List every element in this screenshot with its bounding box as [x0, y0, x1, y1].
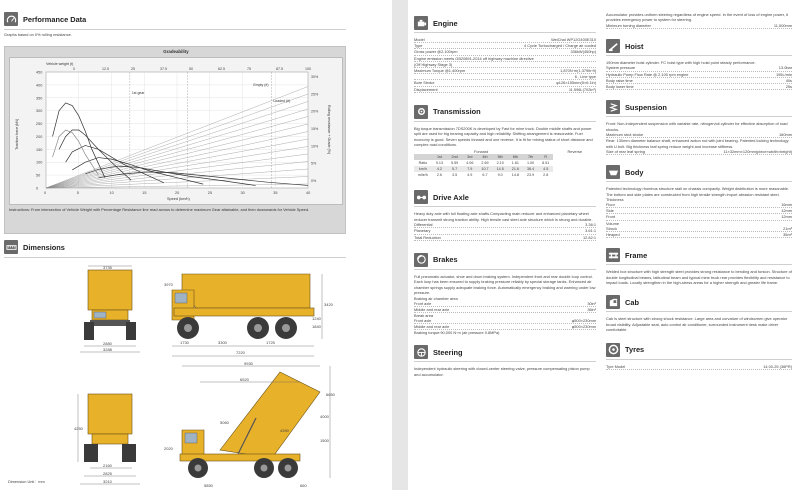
reverse-label: Reverse [567, 149, 582, 155]
table-cell: 14.5 [493, 166, 508, 172]
speedometer-icon [4, 12, 18, 26]
frame-header [606, 248, 792, 262]
steering-turning-row [606, 23, 792, 29]
frame-title: Frame [625, 250, 648, 260]
top-tick-label: 50 [189, 67, 193, 71]
spec-value: φ126×155mm(5×6.1in) [556, 80, 596, 86]
spec-key: Type [414, 43, 423, 49]
table-cell: 7.9 [462, 166, 477, 172]
front-right-tyre [126, 322, 136, 340]
raised-dump-body [220, 372, 320, 458]
table-cell: 21.6 [508, 166, 523, 172]
side-dim-1: 3300 [218, 340, 227, 345]
hoist-header [606, 39, 792, 53]
divider [414, 269, 596, 270]
spec-value: 3.36:1 [585, 222, 596, 228]
spec-key: Body lower time [606, 84, 634, 90]
spec-key: Engine emission meets GB20891-2014 off highway machine directive [414, 55, 534, 61]
table-cell: 1.61 [511, 161, 519, 166]
side-dim-2: 1725 [266, 340, 275, 345]
spec-key: Model [414, 37, 425, 42]
spec-key: Middle and rear axle [414, 306, 450, 312]
y-tick-label: 250 [36, 122, 43, 127]
y-tick-label: 100 [36, 160, 43, 165]
spec-key: Maximum strut stroke [606, 132, 644, 138]
suspension-text: Front: Non-independent suspension with variable rate, nitrogen/oil cylinder for effective absorption of road shocks. [606, 121, 788, 132]
body-header [606, 165, 792, 179]
divider [4, 257, 346, 258]
table-cell: 10.7 [477, 166, 492, 172]
divider [606, 264, 792, 265]
table-header-cell: R [538, 154, 553, 160]
table-header-cell: 7th [523, 154, 538, 160]
rear-right-tyre [122, 444, 136, 462]
divider [414, 206, 596, 207]
spec-key: Side [606, 208, 614, 214]
front-left-tyre [84, 322, 94, 340]
side-right-dim-0: 1240 [312, 316, 321, 321]
engine-header [414, 16, 596, 30]
front-dim-2: 3288 [103, 347, 112, 352]
divider [4, 29, 346, 30]
divider [606, 116, 792, 117]
spec-value: 6 , Line type [574, 74, 596, 80]
table-cell: 8.51 [542, 161, 550, 166]
divider [606, 359, 792, 360]
dump-dim-0: 9930 [244, 361, 253, 366]
right-tick-label: 10% [311, 144, 319, 149]
dump-height-1: 4000 [320, 414, 329, 419]
front-dump-body [88, 270, 132, 310]
x-axis-label: Speed (km/h) [167, 197, 190, 201]
spec-value: 36in² [587, 306, 596, 312]
table-cell: 3.5 [452, 173, 458, 178]
right-tick-label: 5% [311, 161, 317, 166]
ruler-icon [4, 240, 18, 254]
table-cell: 4.06 [466, 161, 474, 166]
side-label-a: 3970 [164, 282, 173, 287]
transmission-speed-table [414, 154, 553, 178]
hoist-title: Hoist [625, 41, 644, 51]
spec-value: 12mm [781, 214, 792, 220]
suspension-text-2: Rear: 130mm diameter balance shaft, enhanced action rod with joint bearing. Patented locking technology with U bolt. Big thickness leaf spring reduce weight and increase stiffness. [606, 138, 789, 149]
table-cell: 4.5 [538, 166, 553, 172]
y-tick-label: 350 [36, 96, 43, 101]
tyres-title: Tyres [625, 345, 645, 355]
rear-dim-1: 2825 [103, 471, 112, 476]
table-header-cell: 4th [477, 154, 492, 160]
spec-key: Differential [414, 222, 433, 228]
right-tick-label: 0% [311, 179, 317, 183]
spec-value: 21m³ [783, 225, 792, 231]
brakes-text: Full pneumatic actuator, shoe and drum braking system. Independent front and rear double loop control. Each loop has been ensured to supply braking pressure reliably by special storage tanks. Enhanced air chamber springs supply adequate braking force. Automatically emergency braking and warning under low pressure. [414, 273, 596, 296]
dump-height-2: 1500 [320, 438, 329, 443]
spec-key: Hydraulic Pump Flow Rate @ 2,100 rpm engine [606, 71, 689, 77]
spec-value: 1,870N·m(1,379lb·ft) [560, 68, 596, 74]
gear-icon [414, 105, 428, 119]
spec-key: Maximum Torque @1,400rpm [414, 68, 466, 74]
rear-dim-2: 3210 [103, 479, 112, 484]
front-bumper [90, 320, 130, 326]
spec-key: Gross power @2,100rpm [414, 49, 458, 55]
table-cell: 9.0 [497, 173, 503, 178]
suspension-title: Suspension [625, 102, 667, 112]
dump-dim-1: 6520 [240, 377, 249, 382]
spec-value: φ500×230mm [571, 324, 596, 330]
annotation-label: 1st gear [131, 91, 145, 95]
spec-row [414, 87, 596, 93]
rear-height: 4250 [74, 426, 83, 431]
engine-spec-list [414, 37, 596, 93]
axle-icon [414, 190, 428, 204]
divider [414, 121, 596, 122]
forward-label: Forward [474, 149, 489, 155]
side-dump-body [182, 274, 310, 308]
spec-value: 16mm [781, 202, 792, 208]
divider [414, 361, 596, 362]
divider [606, 181, 792, 182]
body-volume-list [606, 226, 792, 238]
y-tick-label: 0 [36, 186, 39, 191]
y-tick-label: 50 [36, 173, 41, 178]
side-dim-3: 7220 [236, 350, 245, 355]
table-header-cell: 1st [432, 154, 447, 160]
divider [606, 55, 792, 56]
table-header-cell: 6th [508, 154, 523, 160]
table-header-cell: 3rd [462, 154, 477, 160]
side-chassis [174, 308, 314, 316]
cab-header [606, 295, 792, 309]
spec-value: 160mm [779, 132, 792, 138]
table-cell: 2.69 [481, 161, 489, 166]
drive-axle-title: Drive Axle [433, 192, 469, 202]
spec-value: 336kW(450hp) [570, 49, 596, 55]
dump-dim-5: 660 [300, 483, 307, 488]
spec-value: WeiChai WP12G400E310 [551, 37, 596, 42]
brake-area-list [414, 318, 596, 330]
hoist-icon [606, 39, 620, 53]
dimensions-title: Dimensions [23, 242, 65, 252]
y-tick-label: 300 [36, 109, 43, 114]
right-tick-label: 15% [311, 127, 319, 131]
top-tick-label: 100 [305, 67, 311, 71]
right-tick-label: 25% [311, 92, 319, 97]
x-tick-label: 25 [207, 191, 212, 195]
top-tick-label: 87.5 [276, 67, 283, 71]
transmission-header [414, 105, 596, 119]
body-title: Body [625, 167, 644, 177]
top-tick-label: 62.5 [218, 67, 225, 71]
y-tick-label: 450 [36, 70, 43, 75]
brakes-title: Brakes [433, 255, 458, 265]
gradeability-chart-panel [4, 46, 346, 234]
x-tick-label: 15 [142, 191, 147, 195]
front-dim-1: 2880 [103, 341, 112, 346]
table-cell: Ratio [418, 161, 428, 166]
spec-value: 30in² [587, 300, 596, 306]
steering-text: Independent hydraulic steering with closed-center steering valve, pressure compensating piston pump and accumulator. [414, 366, 590, 377]
table-cell: 5.59 [451, 161, 459, 166]
spec-value: 12mm [781, 208, 792, 214]
top-tick-label: 25 [131, 67, 135, 71]
brakes-torque: Braking torque:90,000 N·m (air pressure 0.8MPa) [414, 330, 500, 336]
truck-front-view [76, 264, 146, 364]
right-page-col-2 [606, 0, 792, 370]
table-header-cell: 2nd [447, 154, 462, 160]
tyre-icon [606, 343, 620, 357]
spec-key: Total Reduction [414, 234, 441, 240]
front-window [94, 312, 106, 318]
page-gutter [392, 0, 408, 490]
dump-height-3: 2020 [164, 446, 173, 451]
right-tick-label: 30% [311, 75, 319, 79]
dump-dim-2: 5060 [220, 420, 229, 425]
truck-rear-view [76, 386, 146, 490]
chart-area [9, 57, 343, 205]
drive-axle-header [414, 190, 596, 204]
steering-wheel-icon [414, 345, 428, 359]
brakes-sub1: Braking air chamber area [414, 295, 458, 301]
y-tick-label: 400 [36, 83, 43, 88]
spec-key: Front [606, 214, 616, 220]
suspension-header [606, 100, 792, 114]
performance-header [4, 12, 86, 26]
table-cell: 2.6 [436, 173, 442, 178]
dimension-unit-note: Dimension Unit：mm [8, 479, 45, 484]
frame-text: Welded box structure with high strength steel provides strong resistance to bending and torsion. Structure of double longitudinal beams, latitudinal beam and typical mine truck rear provides flexibility and resistance to impact loads. Locally strengthen in the high-stress areas for a higher strength and greater life frame. [606, 269, 792, 285]
x-tick-label: 30 [240, 191, 245, 195]
y-tick-label: 200 [36, 134, 43, 139]
dump-dim-3: 4390 [280, 428, 289, 433]
side-window [175, 293, 187, 303]
spec-value: 11.596L(702in³) [568, 86, 596, 92]
rear-left-tyre [84, 444, 98, 462]
spec-key: Bore Stroke [414, 80, 435, 86]
gradeability-chart [10, 58, 344, 206]
spring-icon [606, 100, 620, 114]
engine-title: Engine [433, 18, 458, 28]
transmission-text: Big torque transmission 7DS200K is developed by Fast for mine truck. Double middle shafts and power split are used for big bearing capacity and high reliability. Shifting arrangement is reasonable. Fuel economy is good. Seven speeds forward and one reverse. It is fit for mining status of short distance and complex road conditions. [414, 125, 593, 148]
frame-icon [606, 248, 620, 262]
suspension-leaf-row [606, 149, 792, 155]
spec-key: Struck [606, 225, 618, 231]
spec-row [606, 84, 792, 90]
top-tick-label: 12.5 [102, 67, 109, 71]
spec-key: Size of rear leaf spring [606, 149, 645, 155]
spec-value: 195L/min [775, 71, 792, 77]
performance-title: Performance Data [23, 14, 87, 24]
table-cell: 23.9 [526, 173, 535, 178]
spec-row [606, 232, 792, 238]
drive-axle-text: Heavy duty axle with full floating axle shafts.Compacting main reducer and enhanced planetary wheel reducer transmit strong traction ability. High tensile cast steel axle structure which is strong and durable. [414, 211, 593, 222]
spec-key: Heaped [606, 231, 620, 237]
top-tick-label: 75 [247, 67, 251, 71]
right-page-col-1 [414, 0, 596, 377]
top-axis-label: Vehicle weight (t) [46, 62, 74, 66]
table-cell: 4.9 [467, 173, 473, 178]
cab-title: Cab [625, 297, 639, 307]
annotation-label: Loaded (#) [273, 99, 291, 103]
spec-key: Middle and rear axle [414, 324, 450, 330]
drive-axle-spec-list [414, 222, 596, 241]
spec-value: 35m³ [783, 231, 792, 237]
spec-key: Front axle [414, 300, 432, 306]
divider [414, 32, 596, 33]
engine-icon [414, 16, 428, 30]
table-cell: 14.8 [511, 173, 519, 178]
dump-dim-4: 5850 [204, 483, 213, 488]
spec-value: 12.82:1 [583, 234, 596, 240]
dimensions-header [4, 240, 65, 254]
spec-key: Minimum turning diameter [606, 22, 651, 28]
rear-dump-body [88, 394, 132, 434]
right-page [408, 0, 800, 490]
table-cell: mile/h [418, 173, 428, 178]
table-cell: 1.00 [526, 161, 535, 166]
x-tick-label: 20 [175, 191, 180, 195]
rear-dim-0: 2160 [103, 463, 112, 468]
brake-icon [414, 253, 428, 267]
hoist-spec-list [606, 65, 792, 90]
body-thickness-list [606, 202, 792, 221]
steering-title: Steering [433, 347, 463, 357]
annotation-label: Empty (#) [253, 83, 269, 87]
divider [606, 311, 792, 312]
x-tick-label: 5 [76, 191, 79, 195]
spec-key: Tyre Model [606, 363, 626, 369]
spec-key: Floor [606, 202, 615, 208]
spec-key: Planetary [414, 228, 431, 234]
side-height: 3420 [324, 302, 333, 307]
spec-value: 13.0bar [778, 65, 792, 71]
spec-key: (Off Highway Stage 3) [414, 61, 453, 67]
tyres-header [606, 343, 792, 357]
table-cell: 5.7 [447, 166, 462, 172]
x-tick-label: 10 [109, 191, 114, 195]
top-tick-label: 0 [73, 67, 75, 71]
x-tick-label: 35 [273, 191, 278, 195]
right-axis-label: Rolling resistance + Grade (%) [327, 105, 331, 155]
spec-value: 11×32mm×120mm(piece×width×height) [723, 149, 792, 155]
table-header-cell: 5th [493, 154, 508, 160]
spec-value: φ500×230mm [571, 317, 596, 323]
table-cell: km/h [414, 166, 432, 172]
spec-key: System pressure [606, 65, 636, 71]
table-cell: 6.7 [482, 173, 488, 178]
spec-key: Front axle [414, 317, 432, 323]
top-tick-label: 37.5 [160, 67, 167, 71]
table-cell: 2.10 [496, 161, 504, 166]
front-dim-0: 3735 [103, 265, 112, 270]
hoist-text: 190mm diameter hoist cylinder. FC hoist type with high hoist point steady performance. [606, 60, 756, 66]
y-axis-label: Traction force (kN) [15, 118, 19, 150]
table-cell: 9.13 [435, 161, 444, 166]
table-cell: 2.8 [543, 173, 549, 178]
steering-text-2: Accumulator provides uniform steering regardless of engine speed. In the event of loss of engine power, it provides emergency power to system for steering. [606, 12, 788, 23]
dump-height-0: 6650 [326, 392, 335, 397]
spec-value: 40s [785, 77, 792, 83]
spec-row [414, 235, 596, 241]
cab-text: Cab is steel structure with strong shock resistance. Large area and curvature of windscreen give operator broad visibility. Adjustable seat, auto control air conditioner, surrounded instrument desk make driver comfortable. [606, 316, 788, 333]
truck-dump-view [160, 362, 340, 490]
cab-icon [606, 295, 620, 309]
brake-chamber-list [414, 301, 596, 313]
performance-note: Graphs based on 0% rolling resistance. [4, 32, 72, 37]
dump-body-icon [606, 165, 620, 179]
steering-header [414, 345, 596, 359]
spec-value: 3.61:1 [585, 228, 596, 234]
table-row [414, 172, 553, 178]
y-tick-label: 150 [36, 147, 43, 152]
spec-value: 4 Cycle Turbocharged / Charge air cooled [523, 43, 596, 49]
body-text: Patented technology rhombus structure stall on chassis compactly. Weight distribution is more reasonable. The bottom and side plates are constructed from high tensile strength import abrasion resistant steel. [606, 186, 790, 197]
table-cell: 4.2 [432, 166, 447, 172]
side-right-dim-1: 1840 [312, 324, 321, 329]
spec-value: 25s [785, 84, 792, 90]
truck-side-view [160, 262, 340, 372]
chart-caption: Instructions: From intersection of Vehicle Weight with Percentage Resistance line read across to determine maximum Gear attainable, and then downwards for Vehicle Speed. [9, 207, 310, 212]
body-volume-label: Volume [606, 220, 619, 226]
spec-key: Displacement [414, 86, 438, 92]
table-cell: 38.4 [523, 166, 538, 172]
x-tick-label: 0 [44, 191, 47, 195]
rear-frame [92, 434, 128, 444]
side-dim-0: 1730 [180, 340, 189, 345]
body-thickness-label: Thickness [606, 197, 624, 203]
spec-key: Body raise time [606, 77, 633, 83]
tyres-model-row [606, 364, 792, 370]
left-page [0, 0, 392, 490]
transmission-title: Transmission [433, 107, 481, 117]
brakes-sub2: Break area [414, 312, 434, 318]
right-tick-label: 20% [311, 109, 319, 114]
brakes-header [414, 253, 596, 267]
spec-value: 11,500mm [773, 22, 792, 28]
x-tick-label: 40 [306, 191, 311, 195]
chart-title: Gradeability [163, 49, 189, 54]
spec-value: 14.00-25 (36PR) [763, 363, 792, 369]
